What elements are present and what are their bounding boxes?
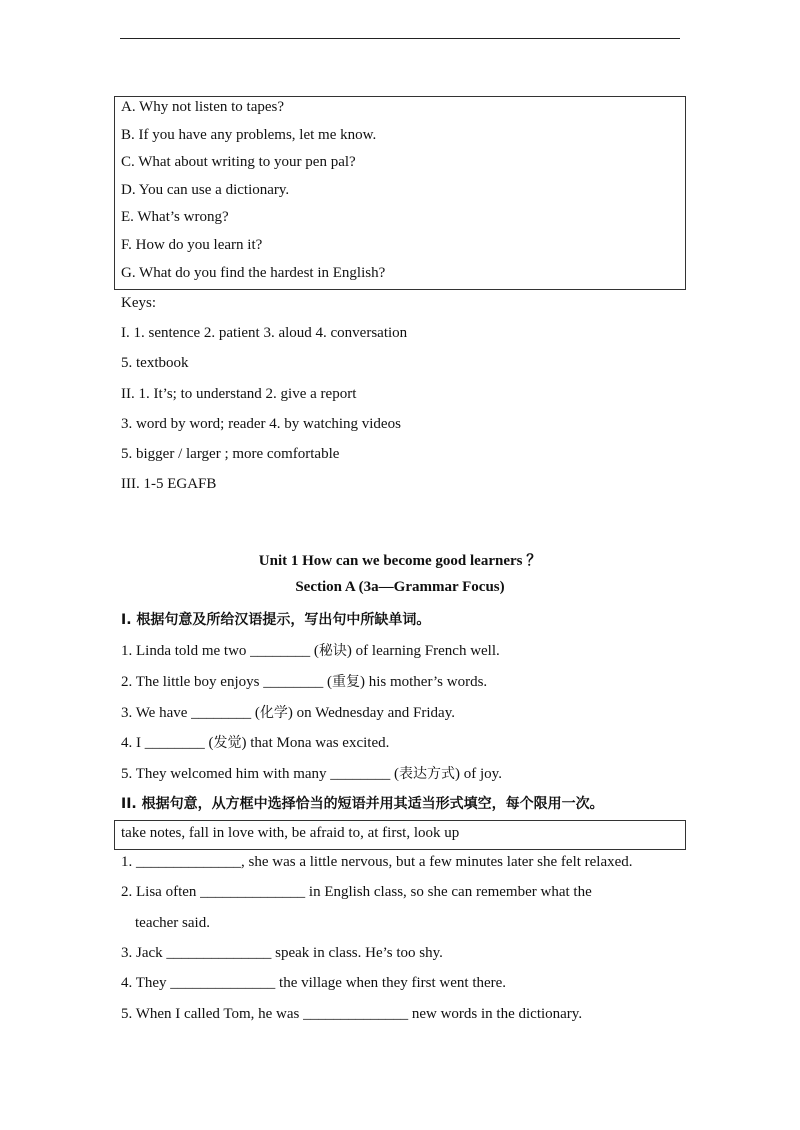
keys-title: Keys: [121, 295, 156, 311]
part1-item [121, 702, 455, 722]
keys-line: 5. textbook [121, 355, 189, 371]
part2-item-continued: teacher said. [135, 915, 210, 931]
section-title: Section A (3a—Grammar Focus) [295, 579, 505, 595]
keys-line: I. 1. sentence 2. patient 3. aloud 4. conversation [121, 325, 408, 341]
item-text: ) on Wednesday and Friday. [287, 705, 455, 721]
keys-line: III. 1-5 EGAFB [121, 476, 217, 492]
option-d: D. You can use a dictionary. [121, 182, 290, 198]
chinese-hint: 秘诀 [318, 643, 347, 659]
chinese-hint: 化学 [259, 705, 288, 721]
item-text: 5. They welcomed him with many ________ ( [121, 766, 400, 782]
chinese-hint: 重复 [331, 674, 360, 690]
keys-line: 5. bigger / larger ; more comfortable [121, 446, 340, 462]
option-a: A. Why not listen to tapes? [121, 99, 285, 115]
part2-item: 2. Lisa often ______________ in English class, so she can remember what the [121, 884, 592, 900]
unit-title: Unit 1 How can we become good learners ？ [258, 553, 542, 569]
chinese-hint: 发觉 [213, 735, 242, 751]
option-b: B. If you have any problems, let me know. [121, 127, 377, 143]
part2-item: 1. ______________, she was a little nervous, but a few minutes later she felt relaxed. [121, 854, 633, 870]
part2-item: 4. They ______________ the village when they first went there. [121, 975, 507, 991]
item-text: ) of learning French well. [346, 643, 500, 659]
option-e: E. What’s wrong? [121, 209, 229, 225]
keys-line: 3. word by word; reader 4. by watching videos [121, 416, 401, 432]
part1-heading: I. 根据句意及所给汉语提示，写出句中所缺单词。 [121, 612, 431, 628]
chinese-hint: 表达方式 [399, 766, 456, 782]
part1-item [121, 763, 502, 783]
option-c: C. What about writing to your pen pal? [121, 154, 356, 170]
header-rule [120, 38, 680, 39]
part2-item: 5. When I called Tom, he was ______________ new words in the dictionary. [121, 1006, 583, 1022]
item-text: ) that Mona was excited. [241, 735, 390, 751]
option-f: F. How do you learn it? [121, 237, 263, 253]
item-text: 2. The little boy enjoys ________ ( [121, 674, 332, 690]
word-box-text: take notes, fall in love with, be afraid to, at first, look up [121, 825, 460, 841]
item-text: 4. I ________ ( [121, 735, 214, 751]
part1-item [121, 671, 487, 691]
part1-item [121, 732, 389, 752]
part1-item [121, 640, 500, 660]
keys-line: II. 1. It’s; to understand 2. give a report [121, 386, 357, 402]
item-text: 1. Linda told me two ________ ( [121, 643, 319, 659]
item-text: ) his mother’s words. [359, 674, 488, 690]
item-text: ) of joy. [455, 766, 502, 782]
item-text: 3. We have ________ ( [121, 705, 260, 721]
part2-item: 3. Jack ______________ speak in class. He’s too shy. [121, 945, 443, 961]
part2-heading: II. 根据句意，从方框中选择恰当的短语并用其适当形式填空，每个限用一次。 [121, 796, 604, 812]
option-g: G. What do you find the hardest in English? [121, 265, 386, 281]
